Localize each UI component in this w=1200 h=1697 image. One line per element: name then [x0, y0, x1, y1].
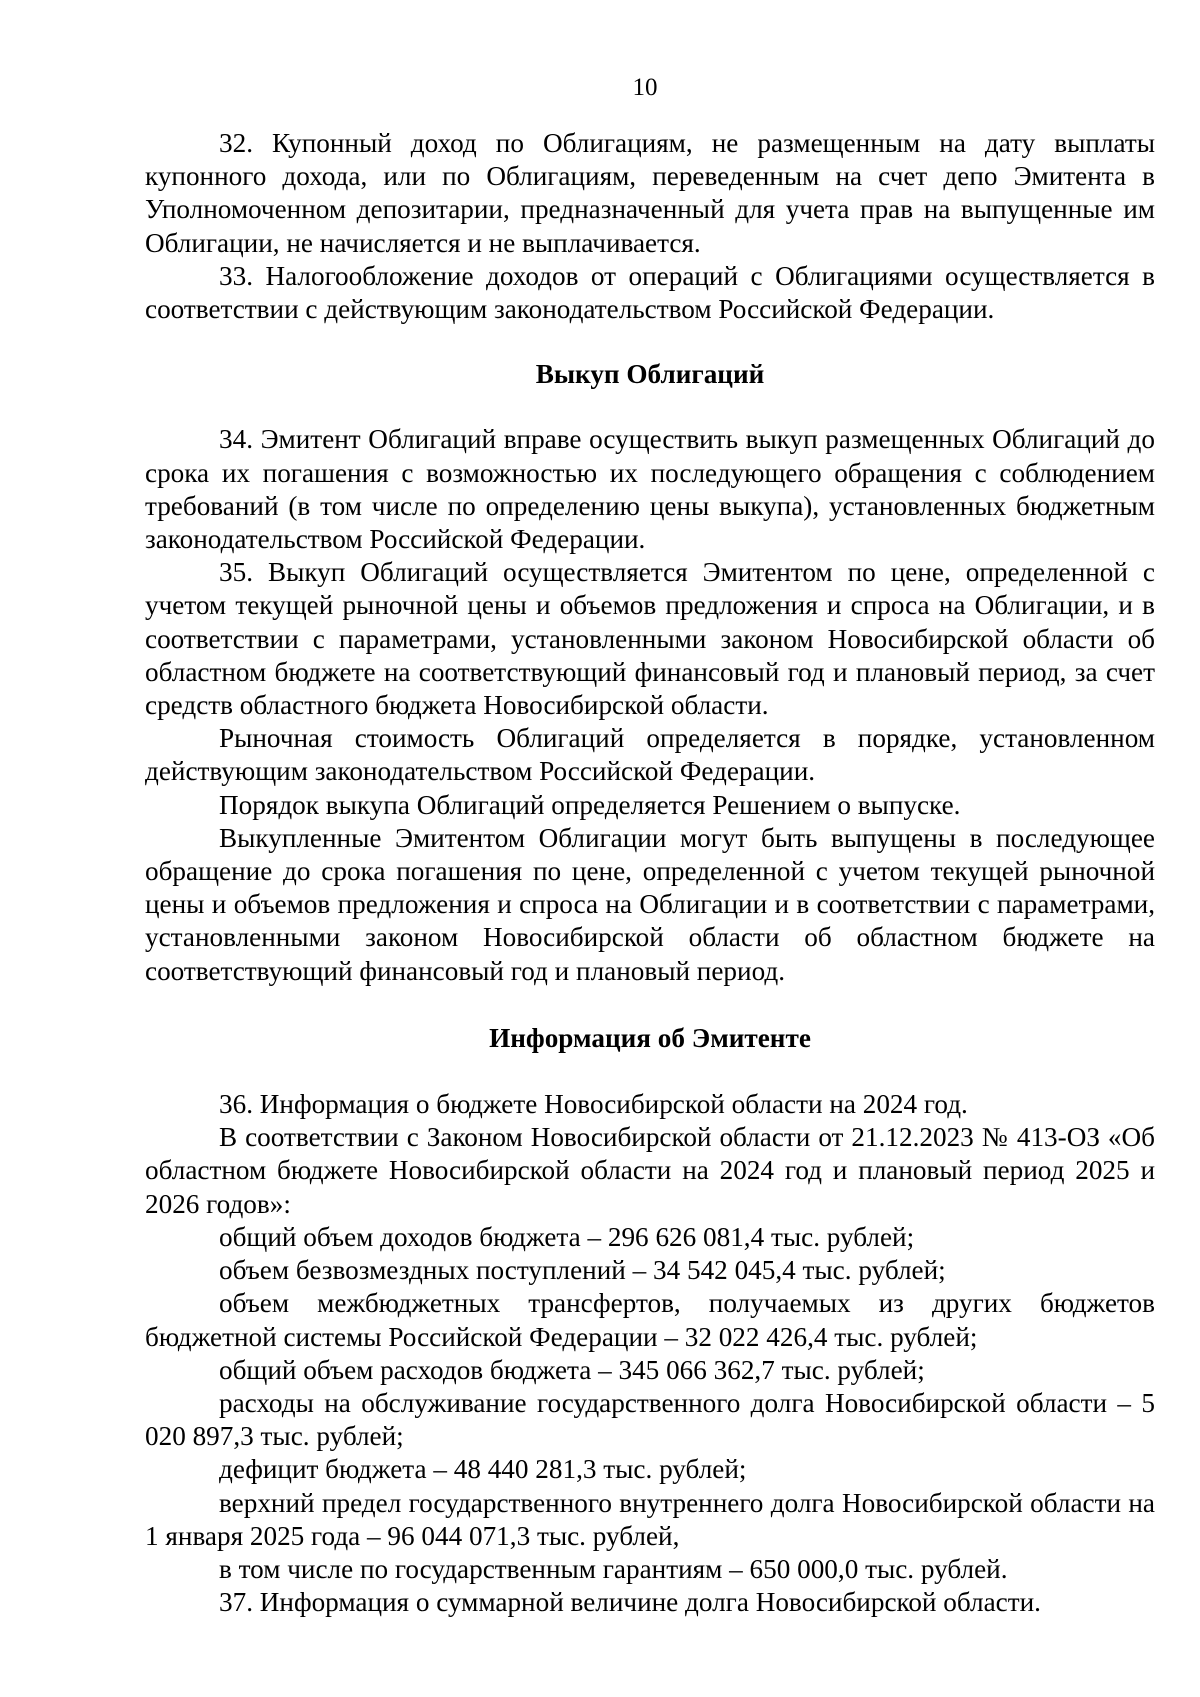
paragraph-33: 33. Налогообложение доходов от операций с Облигациями осуществляется в соответствии с действующим законодательством Российской Федерации.: [145, 260, 1155, 325]
budget-transfers: объем межбюджетных трансфертов, получаемых из других бюджетов бюджетной системы Российской Федерации – 32 022 426,4 тыс. рублей;: [145, 1288, 1155, 1352]
budget-gratuitous-receipts: объем безвозмездных поступлений – 34 542 045,4 тыс. рублей;: [219, 1255, 946, 1286]
paragraph-market-value: Рыночная стоимость Облигаций определяется в порядке, установленном действующим законодательством Российской Федерации.: [145, 723, 1155, 787]
spacer: [145, 326, 1155, 358]
paragraph-32: 32. Купонный доход по Облигациям, не размещенным на дату выплаты купонного дохода, или по Облигациям, переведенным на счет депо Эмитента в Уполномоченном депозитарии, предназначенный для учета прав на выпущенные им Облигации, не начисляется и не выплачивается.: [145, 128, 1155, 258]
paragraph-37: 37. Информация о суммарной величине долга Новосибирской области.: [219, 1587, 1041, 1618]
section-heading-issuer: Информация об Эмитенте: [489, 1022, 811, 1053]
paragraph-rebought-bonds: Выкупленные Эмитентом Облигации могут быть выпущены в последующее обращение до срока погашения по цене, определенной с учетом текущей рыночной цены и объемов предложения и спроса на Облигации и в соответствии с параметрами, установленными законом Новосибирской области об областном бюджете на соответствующий финансовый год и плановый период.: [145, 822, 1155, 986]
budget-income: общий объем доходов бюджета – 296 626 081,4 тыс. рублей;: [219, 1221, 915, 1252]
budget-guarantees: в том числе по государственным гарантиям – 650 000,0 тыс. рублей.: [219, 1553, 1008, 1584]
paragraph-35: 35. Выкуп Облигаций осуществляется Эмитентом по цене, определенной с учетом текущей рыночной цены и объемов предложения и спроса на Облигации, и в соответствии с параметрами, установленными законом Новосибирской области об областном бюджете на соответствующий финансовый год и плановый период, за счет средств областного бюджета Новосибирской области.: [145, 557, 1155, 721]
paragraph-36: 36. Информация о бюджете Новосибирской области на 2024 год.: [219, 1089, 968, 1120]
page-number: 10: [632, 74, 658, 101]
budget-deficit: дефицит бюджета – 48 440 281,3 тыс. рублей;: [219, 1454, 747, 1485]
spacer: [145, 988, 1155, 1022]
section-heading-buyback: Выкуп Облигаций: [535, 359, 765, 390]
paragraph-34: 34. Эмитент Облигаций вправе осуществить выкуп размещенных Облигаций до срока их погашения с возможностью их последующего обращения с соблюдением требований (в том числе по определению цены выкупа), установленных бюджетным законодательством Российской Федерации.: [145, 424, 1155, 555]
budget-debt-limit: верхний предел государственного внутреннего долга Новосибирской области на 1 января 2025 года – 96 044 071,3 тыс. рублей,: [145, 1487, 1155, 1551]
spacer: [145, 391, 1155, 423]
budget-expenses: общий объем расходов бюджета – 345 066 362,7 тыс. рублей;: [219, 1354, 925, 1385]
spacer: [145, 1055, 1155, 1088]
paragraph-law-reference: В соответствии с Законом Новосибирской области от 21.12.2023 № 413-ОЗ «Об областном бюджете Новосибирской области на 2024 год и плановый период 2025 и 2026 годов»:: [145, 1122, 1155, 1219]
budget-debt-service: расходы на обслуживание государственного долга Новосибирской области – 5 020 897,3 тыс. рублей;: [145, 1387, 1155, 1452]
document-body: [145, 127, 1155, 1619]
paragraph-buyback-order: Порядок выкупа Облигаций определяется Решением о выпуске.: [219, 789, 961, 820]
